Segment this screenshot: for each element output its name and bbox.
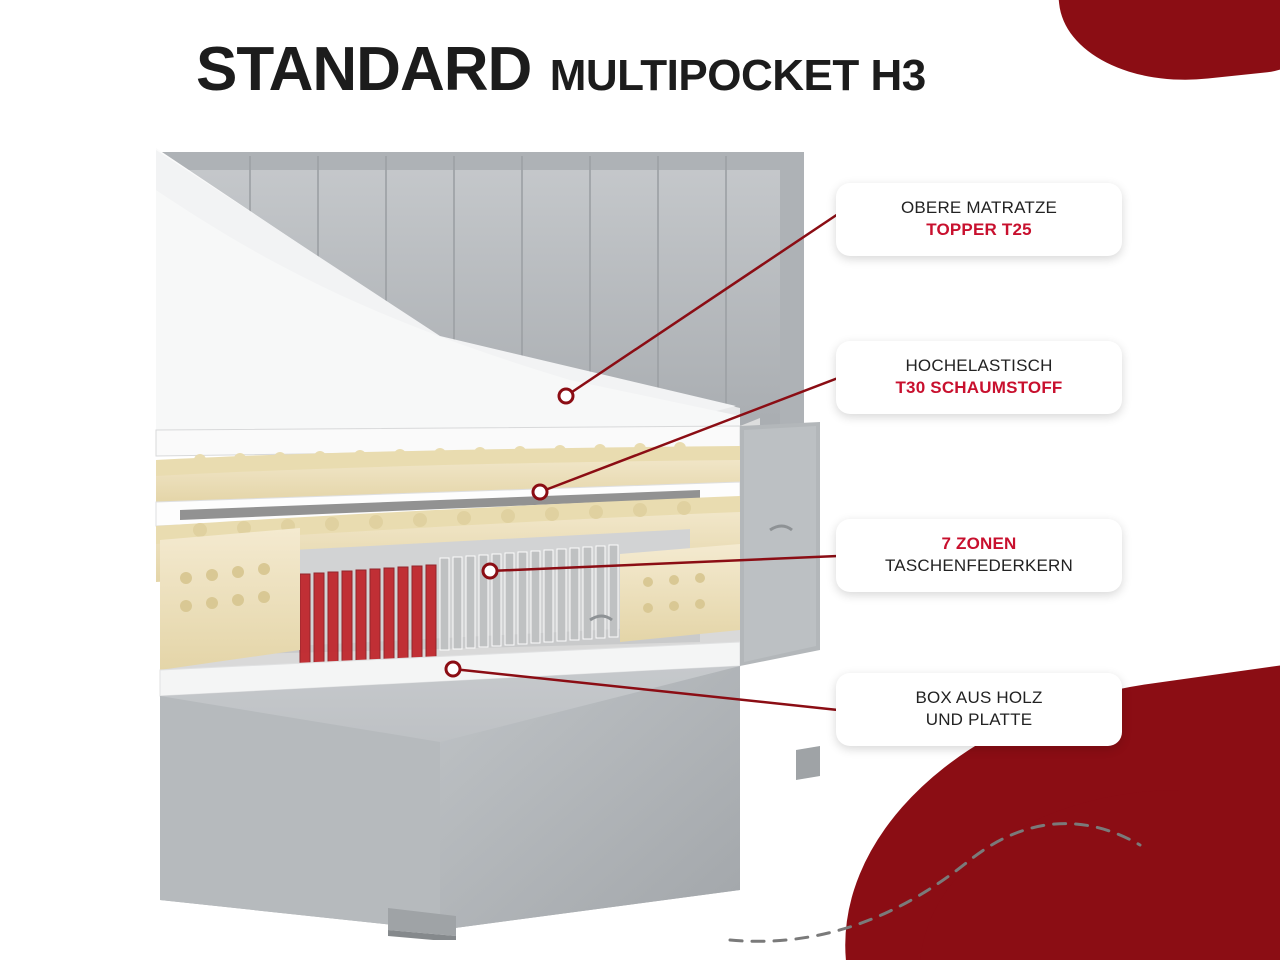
- callout-foam-line1: HOCHELASTISCH: [905, 356, 1053, 375]
- callout-foam-line2: T30 SCHAUMSTOFF: [895, 378, 1063, 398]
- callout-topper: [836, 183, 1122, 256]
- callout-foam: [836, 341, 1122, 414]
- title-subtitle: MULTIPOCKET H3: [549, 51, 926, 100]
- title-part-dark-2: D: [487, 35, 532, 104]
- bed-cutaway-illustration: [140, 130, 860, 940]
- callout-pocket-spring: [836, 519, 1122, 592]
- decorative-blob-top-right: [1053, 0, 1280, 93]
- callout-box-line2: UND PLATTE: [925, 710, 1033, 730]
- callout-topper-line1: OBERE MATRATZE: [900, 198, 1058, 217]
- callout-pocket-spring-line1: 7 ZONEN: [941, 534, 1017, 553]
- title-part-red: NDAR: [312, 35, 488, 104]
- callout-box: [836, 673, 1122, 746]
- title-part-dark-1: STA: [196, 35, 313, 104]
- callout-pocket-spring-line2: TASCHENFEDERKERN: [884, 556, 1074, 576]
- page-title: [196, 34, 926, 105]
- callout-topper-line2: TOPPER T25: [926, 220, 1032, 240]
- callout-box-line1: BOX AUS HOLZ: [915, 688, 1043, 707]
